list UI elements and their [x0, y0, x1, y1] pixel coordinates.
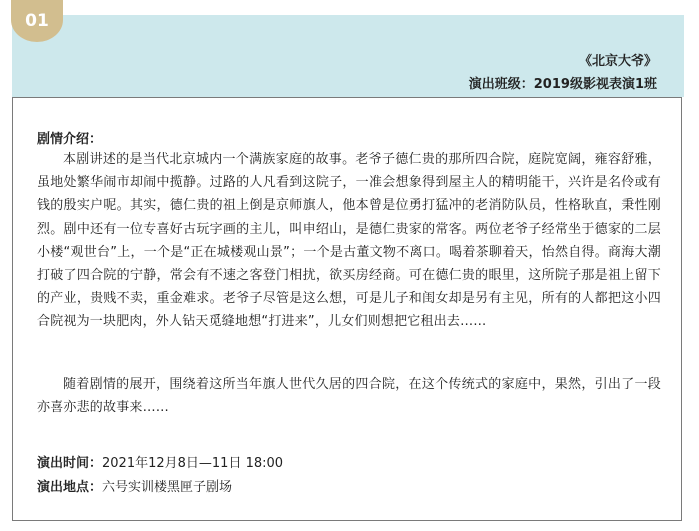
content-box	[12, 97, 682, 521]
place-value: 六号实训楼黑匣子剧场	[102, 480, 233, 495]
synopsis-paragraph-2: 随着剧情的展开，围绕着这所当年旗人世代久居的四合院，在这个传统式的家庭中，果然，引出了一段亦喜亦悲的故事来……	[37, 377, 661, 416]
header-band	[12, 15, 684, 97]
time-label: 演出时间：	[37, 456, 103, 471]
time-value: 2021年12月8日—11日 18:00	[102, 456, 284, 471]
performance-class: 演出班级：2019级影视表演1班	[468, 77, 657, 92]
synopsis-paragraph-1: 本剧讲述的是当代北京城内一个满族家庭的故事。老爷子德仁贵的那所四合院，庭院宽阔，雍容舒雅，虽地处繁华闹市却闹中揽静。过路的人凡看到这院子，一准会想象得到屋主人的精明能干，兴许是名伶或有钱的殷实户呢。其实，德仁贵的祖上倒是京师旗人，他本曾是位勇打猛冲的老消防队员，性格耿直，秉性刚烈。剧中还有一位专喜好古玩字画的主儿，叫申绍山，是德仁贵家的常客。两位老爷子经常坐于德家的二层小楼“观世台”上，一个是“正在城楼观山景”；一个是古董文物不离口。喝着茶聊着天，怡然自得。商海大潮打破了四合院的宁静，常会有不速之客登门相扰，欲买房经商。可在德仁贵的眼里，这所院子那是祖上留下的产业，贵贱不卖，重金难求。老爷子尽管是这么想，可是儿子和闺女却是另有主见，所有的人都把这小四合院视为一块肥肉，外人钻天觅缝地想“打进来”，儿女们则想把它租出去……	[37, 152, 661, 330]
performance-place	[37, 476, 232, 495]
number-badge	[11, 0, 63, 42]
play-title: 《北京大爷》	[578, 54, 657, 69]
synopsis-label: 剧情介绍：	[37, 132, 103, 147]
badge-number: 01	[25, 11, 49, 31]
place-label: 演出地点：	[37, 480, 103, 495]
performance-time	[37, 452, 283, 471]
